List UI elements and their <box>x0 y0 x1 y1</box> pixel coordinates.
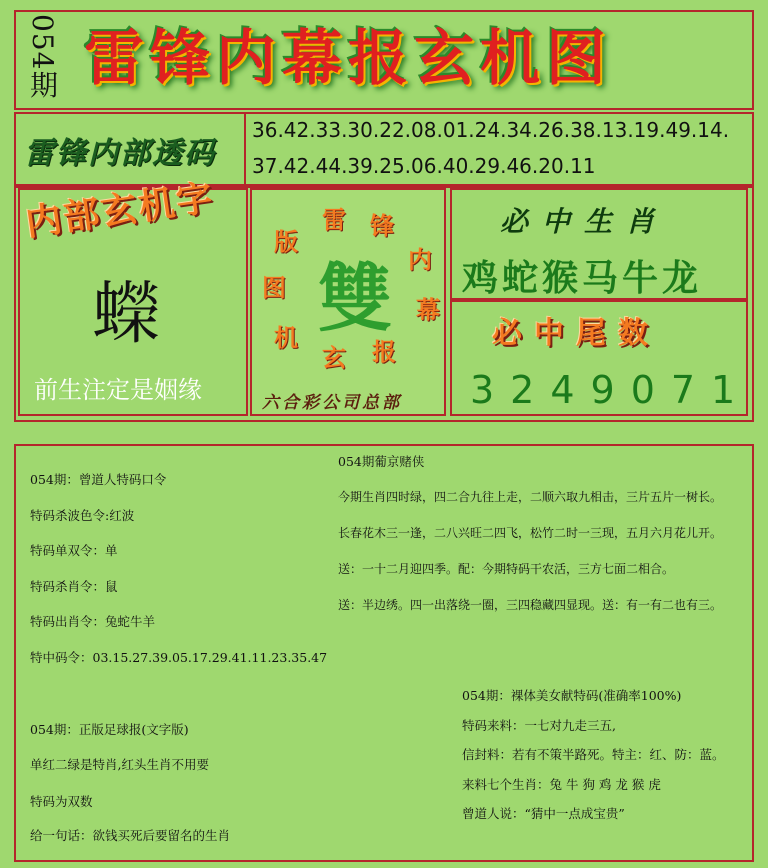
ring-char: 玄 <box>322 343 346 372</box>
left-line: 特码杀肖令：鼠 <box>30 579 118 594</box>
beauty-line: 来料七个生肖：兔 牛 狗 鸡 龙 猴 虎 <box>462 777 661 792</box>
poem-line: 送：一十二月迎四季。配：今期特码干农活，三方七面二相合。 <box>338 562 675 576</box>
page-title: 雷锋内幕报玄机图 <box>84 24 612 94</box>
inner-phrase: 前生注定是姻缘 <box>34 376 202 404</box>
ring-char: 雷 <box>322 205 346 234</box>
codes-divider <box>244 112 246 186</box>
left-line: 054期：曾道人特码口令 <box>30 472 167 487</box>
codes-label: 雷锋内部透码 <box>24 136 216 171</box>
ring-char: 图 <box>262 273 286 302</box>
ring-char: 机 <box>274 323 298 352</box>
zodiac-title: 必中生肖 <box>500 205 669 238</box>
inner-char: 蠑 <box>92 275 161 354</box>
ring-char: 锋 <box>370 211 394 240</box>
football-line: 特码为双数 <box>30 794 93 809</box>
left-line: 特码杀波色令:红波 <box>30 508 135 523</box>
left-line: 特码出肖令：兔蛇牛羊 <box>30 614 156 629</box>
left-line: 特码单双令：单 <box>30 543 118 558</box>
company-label: 六合彩公司总部 <box>262 393 402 413</box>
poem-line: 今期生肖四时绿，四二合九往上走，二顺六取九相击，三片五片一树长。 <box>338 490 723 504</box>
codes-line-1: 36.42.33.30.22.08.01.24.34.26.38.13.19.49.14. <box>252 118 730 142</box>
ring-char: 内 <box>408 245 432 274</box>
ring-center-char: 雙 <box>318 256 392 342</box>
beauty-line: 特码来料：一七对九走三五, <box>462 718 616 733</box>
ring-char: 版 <box>274 227 298 256</box>
inner-char-title: 内部玄机字 <box>22 176 217 245</box>
poem-line: 长春花木三一逢，二八兴旺二四飞，松竹二时一三现，五月六月花儿开。 <box>338 526 723 540</box>
tail-digits: 3249071 <box>470 368 752 412</box>
ring-char: 幕 <box>416 295 440 324</box>
beauty-line: 曾道人说：“猜中一点成宝贵” <box>462 806 625 821</box>
poem-line: 送：半边绣。四一出落绕一圈，三四稳藏四显现。送：有一有二也有三。 <box>338 598 723 612</box>
ring-char: 报 <box>372 337 396 366</box>
beauty-line: 信封料：若有不策半路死。特主：红、防：蓝。 <box>462 747 725 762</box>
football-line: 054期：正版足球报(文字版) <box>30 722 189 737</box>
zodiac-list: 鸡蛇猴马牛龙 <box>462 257 703 299</box>
left-line: 特中码令：03.15.27.39.05.17.29.41.11.23.35.47 <box>30 650 328 665</box>
issue-number: 054期 <box>26 14 59 100</box>
football-line: 单红二绿是特肖,红头生肖不用要 <box>30 757 209 772</box>
codes-line-2: 37.42.44.39.25.06.40.29.46.20.11 <box>252 154 596 178</box>
football-line: 给一句话：欲钱买死后要留名的生肖 <box>30 828 231 843</box>
poem-title: 054期葡京赌侠 <box>338 454 425 469</box>
tail-title: 必中尾数 <box>492 316 660 351</box>
beauty-line: 054期：裸体美女献特码(准确率100%) <box>462 688 682 703</box>
